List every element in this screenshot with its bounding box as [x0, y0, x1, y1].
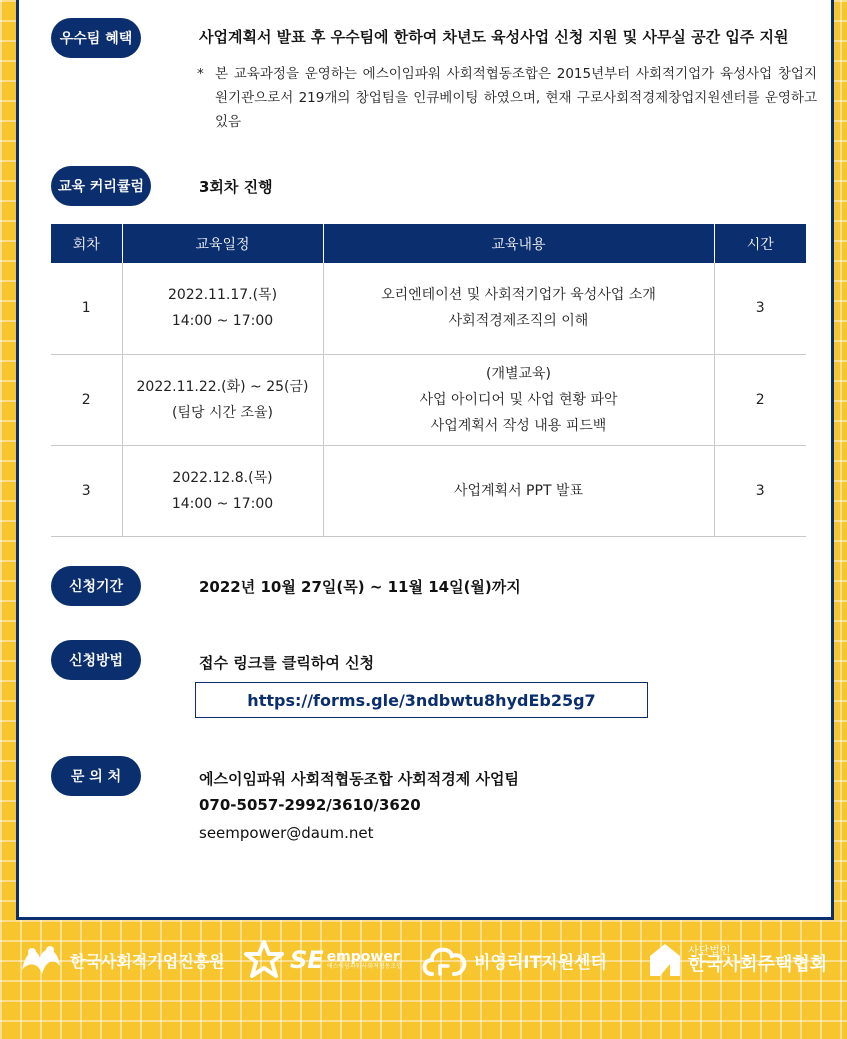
method-label: 신청방법 [51, 640, 141, 680]
col-hours: 시간 [714, 224, 806, 263]
time-line: (팀당 시간 조율) [172, 404, 273, 421]
col-round: 회차 [51, 224, 122, 263]
housing-name: 한국사회주택협회 [688, 954, 828, 976]
cell-date [122, 263, 323, 354]
house-icon [648, 940, 682, 980]
cell-round: 2 [51, 354, 122, 445]
logo-kosea [18, 940, 225, 980]
cell-content [323, 354, 714, 445]
date-line: 2022.11.17.(목) [167, 287, 278, 304]
col-content: 교육내용 [323, 224, 714, 263]
date-line: 2022.11.22.(화) ~ 25(금) [136, 378, 309, 395]
content-line: 사업 아이디어 및 사업 현황 파악 [419, 391, 618, 408]
logo-seempower [244, 940, 402, 980]
cell-date [122, 445, 323, 536]
contact-label: 문 의 처 [51, 756, 141, 796]
benefit-note [197, 62, 817, 134]
housing-small: 사단법인 [688, 943, 731, 957]
cell-hours: 3 [714, 445, 806, 536]
seempower-se: SE [290, 946, 324, 974]
kosea-name: 한국사회적기업진흥원 [70, 951, 225, 971]
note-text: 본 교육과정을 운영하는 에스이임파워 사회적협동조합은 2015년부터 사회적기업가 육성사업 창업지원기관으로서 219개의 창업팀을 인큐베이팅 하였으며, 현재 구로사회적경제창업지원센터를 운영하고 있음 [215, 66, 817, 130]
period-heading: 2022년 10월 27일(목) ~ 11월 14일(월)까지 [199, 578, 521, 596]
contact-phone: 070-5057-2992/3610/3620 [199, 796, 421, 814]
cell-hours: 2 [714, 354, 806, 445]
content-line: 사회적경제조직의 이해 [448, 313, 589, 330]
cell-hours: 3 [714, 263, 806, 354]
partner-logos [0, 930, 847, 990]
seempower-empower: empower [326, 949, 400, 965]
benefit-heading: 사업계획서 발표 후 우수팀에 한하여 차년도 육성사업 신청 지원 및 사무실 공간 입주 지원 [199, 28, 789, 46]
curriculum-label: 교육 커리큘럼 [51, 166, 151, 206]
logo-housing [648, 940, 827, 980]
curriculum-table [51, 224, 806, 537]
curriculum-heading: 3회차 진행 [199, 178, 273, 196]
content-line: 오리엔테이션 및 사회적기업가 육성사업 소개 [381, 287, 656, 304]
table-header-row [51, 224, 806, 263]
application-link[interactable]: https://forms.gle/3ndbwtu8hydEb25g7 [195, 682, 648, 718]
period-label: 신청기간 [51, 566, 141, 606]
content-line: 사업계획서 작성 내용 피드백 [430, 417, 607, 434]
cell-round: 3 [51, 445, 122, 536]
note-mark: * [197, 66, 204, 82]
cell-content [323, 445, 714, 536]
benefit-label: 우수팀 혜택 [51, 18, 141, 58]
cloud-icon [418, 940, 472, 980]
seempower-tiny: 에스이임파워사회적협동조합 [326, 963, 403, 970]
cell-round: 1 [51, 263, 122, 354]
content-card [16, 0, 834, 920]
table-row [51, 354, 806, 445]
date-line: 2022.12.8.(목) [172, 469, 273, 486]
cell-date [122, 354, 323, 445]
time-line: 14:00 ~ 17:00 [171, 313, 274, 330]
content-line: (개별교육) [485, 365, 552, 382]
logo-npo-it [418, 940, 607, 980]
seempower-star-icon [244, 940, 284, 980]
contact-org: 에스이임파워 사회적협동조합 사회적경제 사업팀 [199, 770, 519, 788]
cell-content [323, 263, 714, 354]
method-heading: 접수 링크를 클릭하여 신청 [199, 654, 375, 672]
col-date: 교육일정 [122, 224, 323, 263]
time-line: 14:00 ~ 17:00 [171, 495, 274, 512]
kosea-logo-icon [18, 940, 64, 980]
content-line: 사업계획서 PPT 발표 [453, 482, 583, 499]
contact-email[interactable]: seempower@daum.net [199, 824, 374, 842]
table-row [51, 263, 806, 354]
table-row [51, 445, 806, 536]
npo-it-name: 비영리IT지원센터 [474, 952, 607, 973]
